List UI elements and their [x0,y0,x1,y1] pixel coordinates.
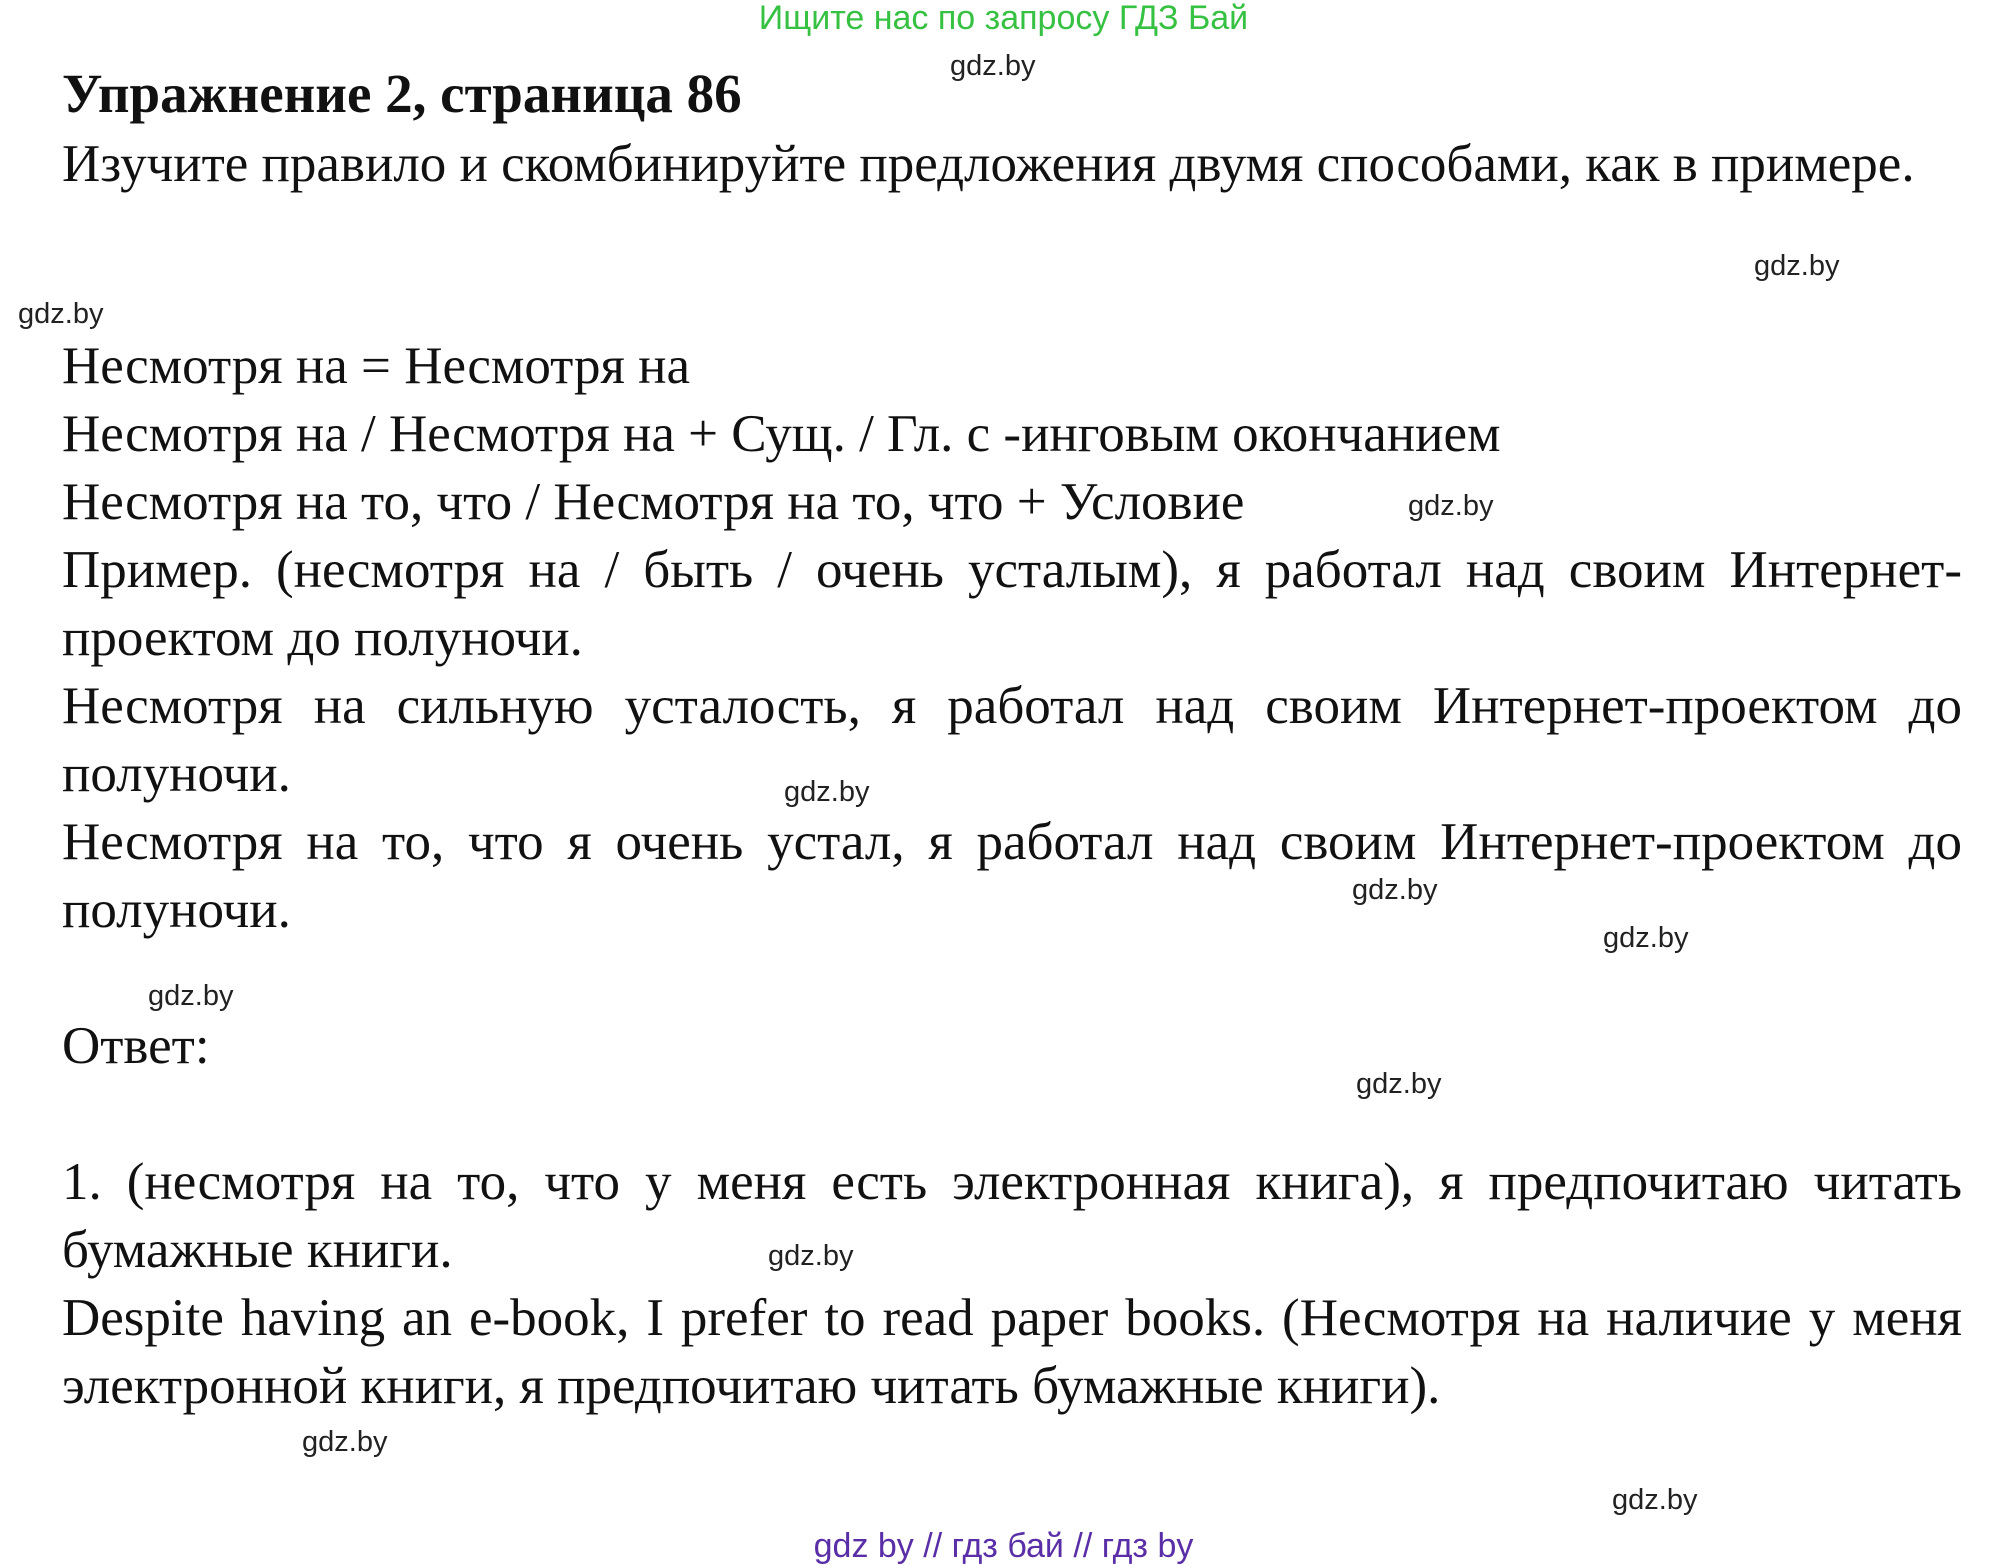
rule-line-1: Несмотря на = Несмотря на [62,337,691,395]
watermark: gdz.by [1356,1068,1442,1100]
rule-line-3: Несмотря на то, что / Несмотря на то, что + Условие [62,473,1245,531]
watermark: gdz.by [1612,1484,1698,1516]
watermark: gdz.by [1352,874,1438,906]
instruction-text: Изучите правило и скомбинируйте предложения двумя способами, как в примере. [62,135,1915,193]
rule-line-2: Несмотря на / Несмотря на + Сущ. / Гл. с -инговым окончанием [62,405,1501,463]
example-text: Пример. (несмотря на / быть / очень усталым), я работал над своим Интернет-проектом до полуночи. [62,541,1962,667]
watermark: gdz.by [1603,922,1689,954]
top-banner[interactable]: Ищите нас по запросу ГДЗ Бай [758,0,1249,37]
page-title: Упражнение 2, страница 86 [62,63,742,124]
watermark: gdz.by [768,1240,854,1272]
watermark: gdz.by [18,298,104,330]
watermark: gdz.by [1754,250,1840,282]
watermark: gdz.by [1408,490,1494,522]
footer-links[interactable]: gdz by // гдз бай // гдз by [813,1527,1194,1565]
watermark: gdz.by [302,1426,388,1458]
task-1-text: 1. (несмотря на то, что у меня есть электронная книга), я предпочитаю читать бумажные книги. [62,1153,1962,1279]
example-answer-1: Несмотря на сильную усталость, я работал над своим Интернет-проектом до полуночи. [62,677,1962,803]
answer-label: Ответ: [62,1017,210,1075]
task-1-answer: Despite having an e-book, I prefer to read paper books. (Несмотря на наличие у меня электронной книги, я предпочитаю читать бумажные книги). [62,1289,1962,1415]
example-answer-2: Несмотря на то, что я очень устал, я работал над своим Интернет-проектом до полуночи. [62,813,1962,939]
watermark: gdz.by [148,980,234,1012]
watermark: gdz.by [950,50,1036,82]
watermark: gdz.by [784,776,870,808]
